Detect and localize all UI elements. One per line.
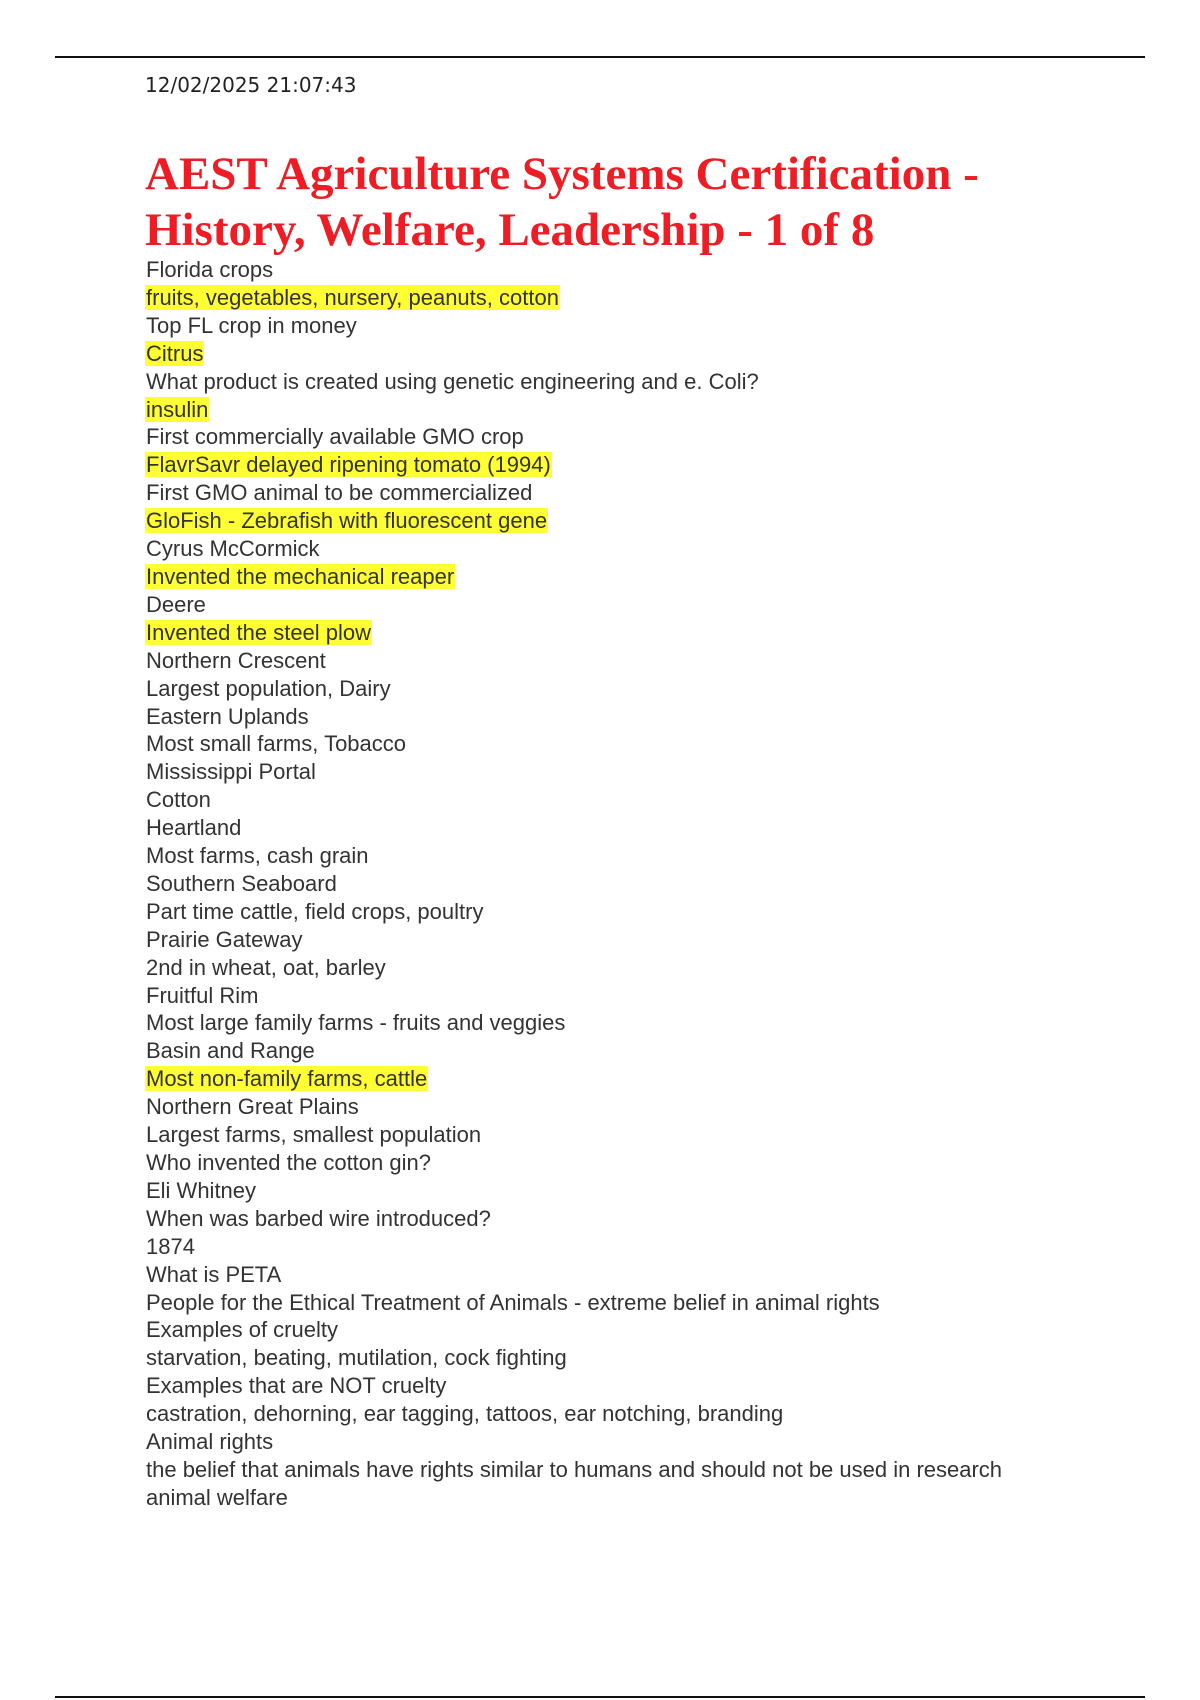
text-line bbox=[145, 647, 1045, 675]
text-line bbox=[145, 842, 1045, 870]
text-line bbox=[145, 368, 1045, 396]
line-text: What is PETA bbox=[146, 1261, 282, 1287]
line-text: Fruitful Rim bbox=[146, 982, 259, 1008]
text-line bbox=[145, 1009, 1045, 1037]
text-line bbox=[145, 898, 1045, 926]
text-line bbox=[145, 954, 1045, 982]
text-line bbox=[145, 1037, 1045, 1065]
line-text: Deere bbox=[146, 591, 206, 617]
line-text: People for the Ethical Treatment of Animals - extreme belief in animal rights bbox=[146, 1289, 880, 1315]
text-line bbox=[145, 1344, 1045, 1372]
line-text: Heartland bbox=[146, 815, 242, 841]
text-line bbox=[145, 479, 1045, 507]
line-text: Most non-family farms, cattle bbox=[146, 1066, 428, 1092]
text-line bbox=[145, 1400, 1045, 1428]
line-text: GloFish - Zebrafish with fluorescent gene bbox=[146, 508, 548, 534]
text-line bbox=[145, 1121, 1045, 1149]
text-line bbox=[145, 1205, 1045, 1233]
text-line bbox=[145, 535, 1045, 563]
line-text: starvation, beating, mutilation, cock fighting bbox=[146, 1345, 567, 1371]
highlighted-answer-line bbox=[145, 1065, 1045, 1093]
line-text: Examples that are NOT cruelty bbox=[146, 1373, 447, 1399]
text-line bbox=[145, 1233, 1045, 1261]
line-text: Who invented the cotton gin? bbox=[146, 1150, 431, 1175]
line-text: Eastern Uplands bbox=[146, 703, 309, 729]
line-text: Most large family farms - fruits and veggies bbox=[146, 1010, 566, 1036]
text-line bbox=[145, 1372, 1045, 1400]
text-line bbox=[145, 703, 1045, 731]
document-title: AEST Agriculture Systems Certification - History, Welfare, Leadership - 1 of 8 bbox=[145, 148, 979, 256]
line-text: insulin bbox=[146, 396, 209, 422]
line-text: the belief that animals have rights similar to humans and should not be used in research bbox=[146, 1456, 1003, 1482]
text-line bbox=[145, 1456, 1045, 1484]
text-line bbox=[145, 814, 1045, 842]
highlighted-answer-line bbox=[145, 563, 1045, 591]
text-line bbox=[145, 1093, 1045, 1121]
text-line bbox=[145, 1149, 1045, 1177]
line-text: Cotton bbox=[146, 787, 211, 813]
text-line bbox=[145, 1428, 1045, 1456]
line-text: FlavrSavr delayed ripening tomato (1994) bbox=[146, 452, 551, 478]
text-line bbox=[145, 1316, 1045, 1344]
text-line bbox=[145, 870, 1045, 898]
line-text: Northern Great Plains bbox=[146, 1094, 359, 1120]
text-line bbox=[145, 926, 1045, 954]
line-text: Citrus bbox=[146, 340, 204, 366]
text-line bbox=[145, 1484, 1045, 1512]
text-line bbox=[145, 591, 1045, 619]
line-text: castration, dehorning, ear tagging, tattoos, ear notching, branding bbox=[146, 1401, 784, 1427]
line-text: Part time cattle, field crops, poultry bbox=[146, 898, 484, 924]
line-text: Largest farms, smallest population bbox=[146, 1122, 482, 1148]
highlighted-answer-line bbox=[145, 507, 1045, 535]
line-text: Eli Whitney bbox=[146, 1177, 257, 1203]
text-line bbox=[145, 675, 1045, 703]
line-text: When was barbed wire introduced? bbox=[146, 1205, 491, 1231]
highlighted-answer-line bbox=[145, 340, 1045, 368]
line-text: Top FL crop in money bbox=[146, 312, 357, 338]
line-text: Most small farms, Tobacco bbox=[146, 731, 407, 757]
line-text: 2nd in wheat, oat, barley bbox=[146, 954, 386, 980]
line-text: Florida crops bbox=[146, 257, 274, 282]
line-text: Cyrus McCormick bbox=[146, 536, 320, 562]
line-text: Most farms, cash grain bbox=[146, 843, 369, 869]
highlighted-answer-line bbox=[145, 619, 1045, 647]
highlighted-answer-line bbox=[145, 396, 1045, 424]
highlighted-answer-line bbox=[145, 451, 1045, 479]
line-text: Basin and Range bbox=[146, 1038, 315, 1064]
line-text: Northern Crescent bbox=[146, 647, 326, 673]
footer-rule bbox=[55, 1696, 1145, 1698]
header-rule bbox=[55, 56, 1145, 58]
text-line bbox=[145, 1177, 1045, 1205]
line-text: Prairie Gateway bbox=[146, 926, 303, 952]
text-line bbox=[145, 758, 1045, 786]
text-line bbox=[145, 982, 1045, 1010]
text-line bbox=[145, 730, 1045, 758]
text-line bbox=[145, 256, 1045, 284]
qa-list bbox=[145, 256, 1045, 1512]
line-text: Invented the mechanical reaper bbox=[146, 563, 455, 589]
text-line bbox=[145, 1289, 1045, 1317]
text-line bbox=[145, 1261, 1045, 1289]
line-text: 1874 bbox=[146, 1233, 195, 1259]
line-text: First GMO animal to be commercialized bbox=[146, 480, 533, 506]
text-line bbox=[145, 312, 1045, 340]
line-text: animal welfare bbox=[146, 1484, 288, 1510]
timestamp: 12/02/2025 21:07:43 bbox=[145, 73, 357, 97]
line-text: Mississippi Portal bbox=[146, 759, 316, 785]
highlighted-answer-line bbox=[145, 284, 1045, 312]
text-line bbox=[145, 423, 1045, 451]
line-text: Invented the steel plow bbox=[146, 619, 372, 645]
line-text: Largest population, Dairy bbox=[146, 675, 391, 701]
line-text: Animal rights bbox=[146, 1429, 274, 1455]
text-line bbox=[145, 786, 1045, 814]
line-text: Southern Seaboard bbox=[146, 870, 337, 896]
line-text: First commercially available GMO crop bbox=[146, 424, 524, 450]
line-text: fruits, vegetables, nursery, peanuts, cotton bbox=[146, 284, 559, 310]
line-text: What product is created using genetic engineering and e. Coli? bbox=[146, 368, 759, 394]
line-text: Examples of cruelty bbox=[146, 1317, 338, 1343]
